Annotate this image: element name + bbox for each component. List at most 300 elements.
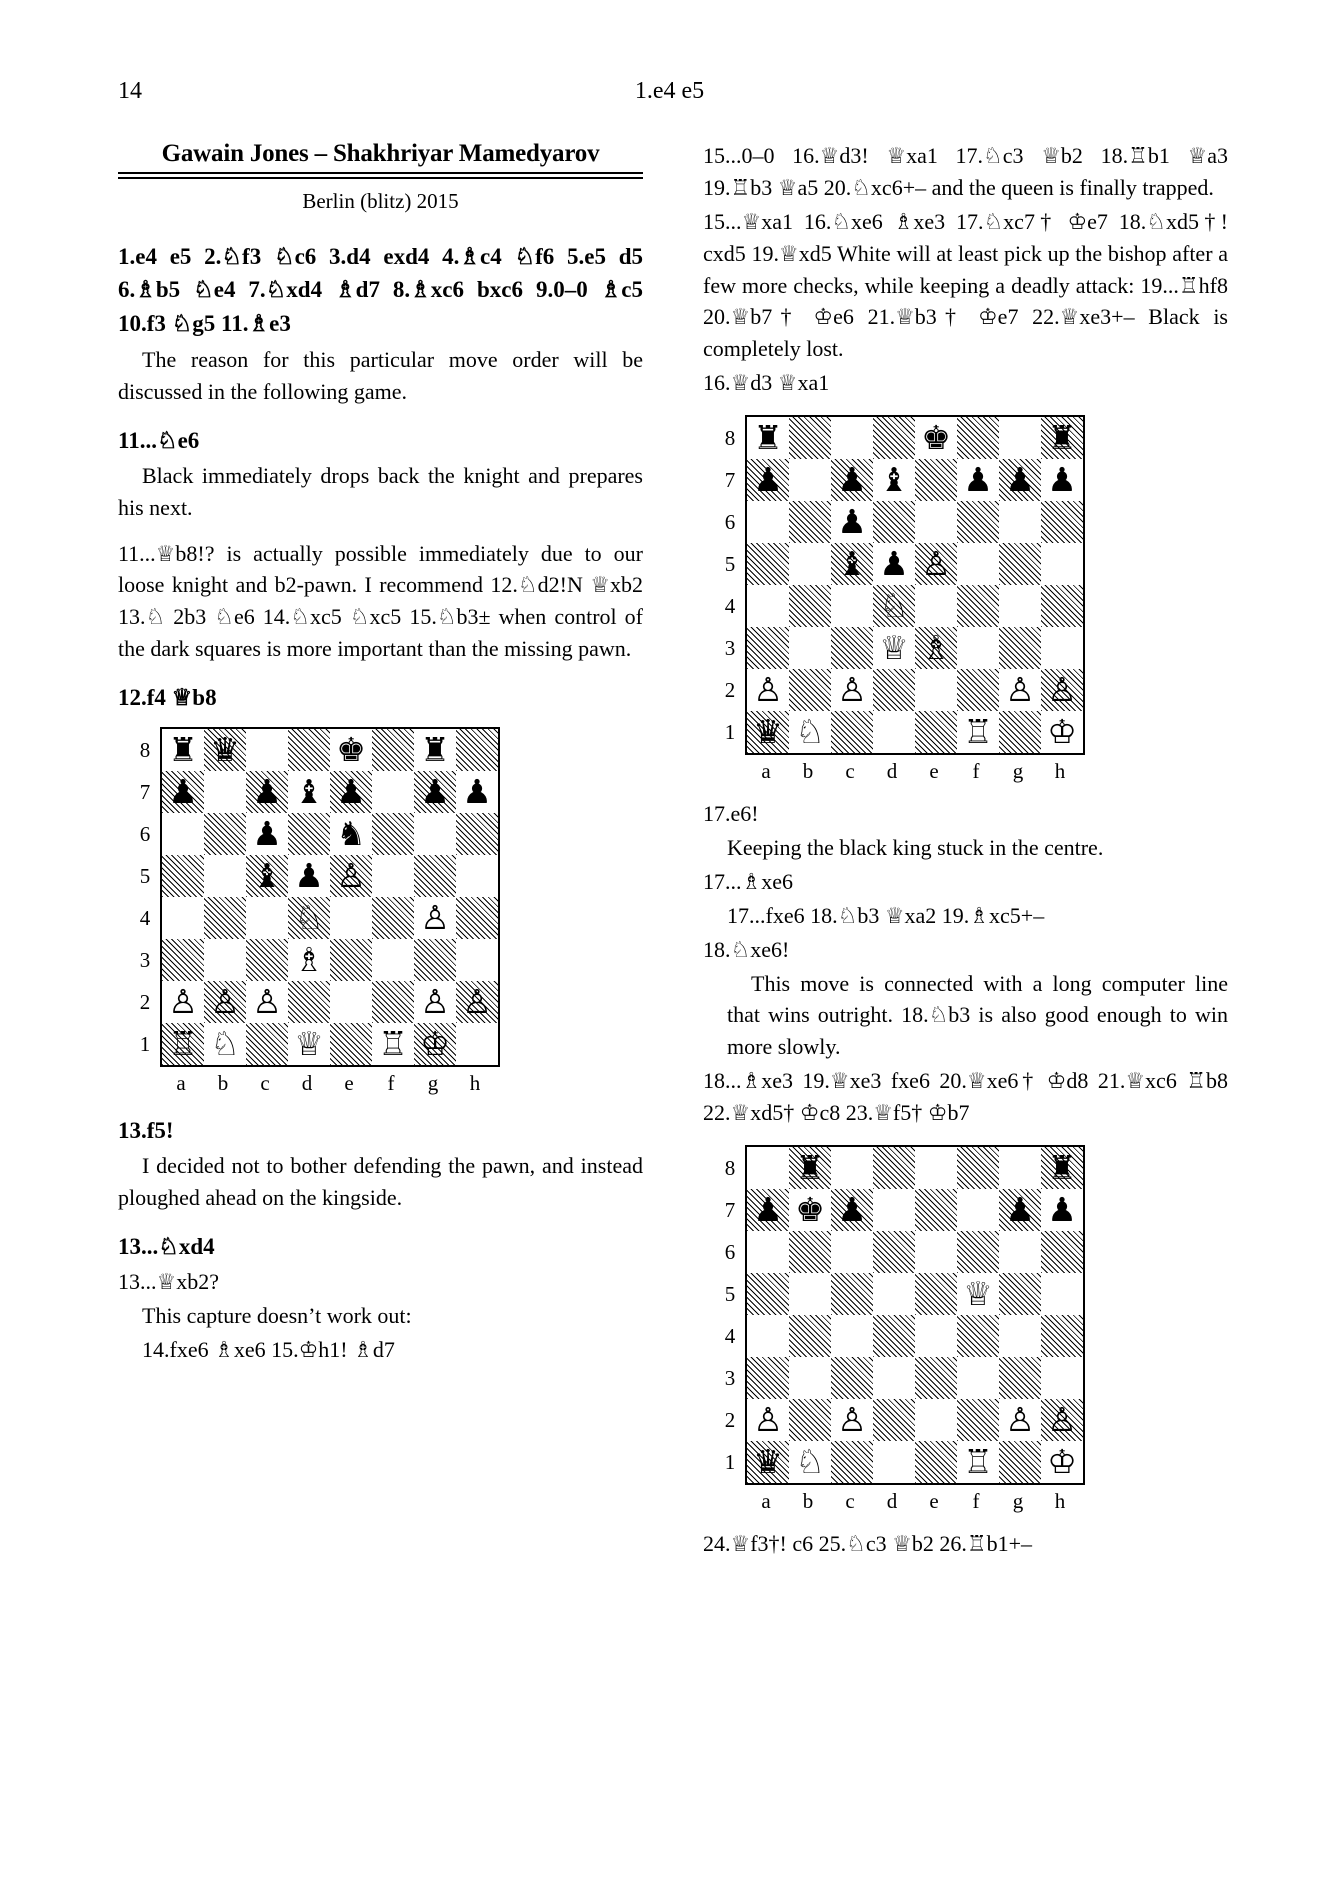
board-square [873, 1231, 915, 1273]
board-square [957, 1399, 999, 1441]
move-heading-11: 11...♘e6 [118, 427, 200, 453]
board-square [915, 1441, 957, 1484]
board-square: ♜ [168, 730, 198, 770]
board-square: ♟ [252, 814, 282, 854]
board-square [831, 627, 873, 669]
board-square [957, 627, 999, 669]
board-square: ♟ [746, 459, 789, 501]
board-square [789, 1399, 831, 1441]
board-square: ♗ [294, 940, 324, 980]
file-label: a [176, 1071, 186, 1096]
board-rank-row [746, 1146, 1084, 1189]
file-label: e [929, 759, 939, 784]
board-square [789, 1231, 831, 1273]
board-square [789, 543, 831, 585]
board-rank-row [746, 459, 1084, 501]
board-square [372, 855, 414, 897]
paragraph-variation-11b8: 11...♕b8!? is actually possible immediately due to our loose knight and b2-pawn. I recommend 12.♘d2!N ♕xb2 13.♘ 2b3 ♘e6 14.♘xc5 ♘xc5 15.♘b3± when control of the dark squares is more important than the missing pawn. [118, 540, 643, 662]
rank-label: 6 [139, 822, 151, 847]
board-square: ♝ [246, 855, 288, 897]
chess-diagram-1 [136, 727, 643, 1096]
rank-label: 6 [724, 1240, 736, 1265]
file-label: c [845, 759, 855, 784]
board-square: ♟ [963, 460, 993, 500]
variation-15-qxa1: 15...♕xa1 16.♘xe6 ♗xe3 17.♘xc7† ♔e7 18.♘xd5†! cxd5 19.♕xd5 White will at least pick up the bishop after a few more checks, while keeping a deadly attack: 19...♖hf8 20.♕b7† ♔e6 21.♕b3† ♔e7 22.♕xe3+– Black is completely lost. [703, 208, 1228, 362]
file-label: h [1054, 759, 1066, 784]
board-square [1041, 627, 1084, 669]
rank-label: 4 [724, 1324, 736, 1349]
board-square [746, 1273, 789, 1315]
board-square [915, 711, 957, 754]
board-square [1041, 501, 1084, 543]
board-square [746, 501, 789, 543]
board-square: ♙ [915, 543, 957, 585]
board-square: ♘ [288, 897, 330, 939]
file-labels-1 [160, 1071, 500, 1096]
board-square: ♙ [420, 982, 450, 1022]
file-label: b [802, 1489, 814, 1514]
board-square: ♟ [462, 772, 492, 812]
board-square [999, 711, 1041, 754]
rank-label: 1 [724, 720, 736, 745]
board-square [831, 1146, 873, 1189]
board-rank-row [161, 728, 499, 771]
file-label: e [344, 1071, 354, 1096]
board-square [873, 1399, 915, 1441]
board-square [204, 897, 246, 939]
board-square [746, 1231, 789, 1273]
board-square: ♖ [378, 1024, 408, 1064]
board-rank-row [746, 1357, 1084, 1399]
rank-label: 8 [139, 738, 151, 763]
board-square [789, 585, 831, 627]
board-square [372, 939, 414, 981]
left-column [118, 140, 643, 1562]
board-square [414, 939, 456, 981]
board-square [915, 501, 957, 543]
move-line-17b: 17...♗xe6 [703, 868, 793, 894]
board-square: ♗ [915, 627, 957, 669]
board-rank-row [161, 939, 499, 981]
rank-label: 3 [724, 636, 736, 661]
board-square: ♛ [746, 1441, 789, 1484]
board-square: ♙ [456, 981, 499, 1023]
board-square [915, 585, 957, 627]
rank-label: 7 [724, 1198, 736, 1223]
board-square [873, 711, 915, 754]
rank-label: 8 [724, 426, 736, 451]
rank-label: 2 [139, 990, 151, 1015]
board-square [957, 416, 999, 459]
board-square [246, 897, 288, 939]
chessboard-3 [745, 1145, 1085, 1485]
move-line-18: 18.♘xe6! [703, 936, 790, 962]
file-label: g [427, 1071, 439, 1096]
board-square [957, 1231, 999, 1273]
board-rank-row [746, 627, 1084, 669]
board-square: ♙ [1005, 670, 1035, 710]
paragraph-move-order: The reason for this particular move order will be discussed in the following game. [118, 347, 643, 404]
board-square: ♟ [246, 771, 288, 813]
board-square [456, 1023, 499, 1066]
board-square [999, 416, 1041, 459]
board-square [746, 1315, 789, 1357]
file-label: b [217, 1071, 229, 1096]
file-label: c [845, 1489, 855, 1514]
board-square [999, 1441, 1041, 1484]
board-square [246, 728, 288, 771]
board-square [746, 585, 789, 627]
rank-label: 3 [139, 948, 151, 973]
board-rank-row [746, 416, 1084, 459]
rank-label: 1 [724, 1450, 736, 1475]
file-label: e [929, 1489, 939, 1514]
board-square: ♟ [1047, 460, 1077, 500]
board-square [831, 1441, 873, 1484]
file-label: d [886, 1489, 898, 1514]
board-square: ♛ [204, 728, 246, 771]
board-square [204, 855, 246, 897]
board-square: ♔ [1047, 1442, 1077, 1482]
file-label: b [802, 759, 814, 784]
board-square [873, 1315, 915, 1357]
board-square [414, 855, 456, 897]
board-square [789, 1273, 831, 1315]
board-square [831, 1315, 873, 1357]
variation-comment: This capture doesn’t work out: [142, 1302, 412, 1328]
rank-labels-1 [136, 727, 154, 1065]
board-square: ♟ [831, 1189, 873, 1231]
board-square: ♟ [831, 459, 873, 501]
board-square [873, 1357, 915, 1399]
board-rank-row [161, 771, 499, 813]
right-column [703, 140, 1228, 1562]
board-square [456, 897, 499, 939]
chess-diagram-2 [721, 415, 1228, 784]
board-square [1041, 1231, 1084, 1273]
board-square: ♚ [921, 418, 951, 458]
board-square [999, 501, 1041, 543]
board-square [999, 1231, 1041, 1273]
board-square [915, 1231, 957, 1273]
rank-label: 2 [724, 678, 736, 703]
board-square: ♙ [753, 1400, 783, 1440]
running-title: 1.e4 e5 [634, 78, 705, 104]
board-rank-row [746, 1189, 1084, 1231]
board-square [246, 939, 288, 981]
board-square [1041, 1273, 1084, 1315]
board-square: ♘ [210, 1024, 240, 1064]
file-label: h [469, 1071, 481, 1096]
rank-label: 4 [139, 906, 151, 931]
board-square: ♟ [1047, 1190, 1077, 1230]
board-square [831, 1357, 873, 1399]
board-rank-row [746, 669, 1084, 711]
board-rank-row [746, 543, 1084, 585]
board-square [330, 1023, 372, 1066]
board-square [873, 1189, 915, 1231]
board-square: ♛ [746, 711, 789, 754]
rank-label: 7 [724, 468, 736, 493]
paragraph-king-centre: Keeping the black king stuck in the centre. [727, 835, 1104, 861]
variation-17fxe6: 17...fxe6 18.♘b3 ♕xa2 19.♗xc5+– [727, 902, 1045, 928]
board-square [746, 543, 789, 585]
file-label: h [1054, 1489, 1066, 1514]
move-line-16: 16.♕d3 ♕xa1 [703, 370, 830, 396]
board-square: ♘ [795, 1442, 825, 1482]
rank-label: 4 [724, 594, 736, 619]
game-header-event: Berlin (blitz) 2015 [302, 189, 459, 213]
board-square [456, 939, 499, 981]
chessboard-2 [745, 415, 1085, 755]
board-square [789, 416, 831, 459]
file-label: a [761, 759, 771, 784]
board-square: ♙ [204, 981, 246, 1023]
board-square [456, 728, 499, 771]
page-number: 14 [118, 78, 142, 104]
board-square [831, 711, 873, 754]
board-square [957, 1189, 999, 1231]
file-label: c [260, 1071, 270, 1096]
board-square: ♕ [294, 1024, 324, 1064]
board-square [831, 585, 873, 627]
file-labels-3 [745, 1489, 1085, 1514]
paragraph-kingside: I decided not to bother defending the pawn, and instead ploughed ahead on the kingside. [118, 1153, 643, 1211]
board-square [330, 939, 372, 981]
board-square [873, 1146, 915, 1189]
board-square [746, 1146, 789, 1189]
rank-label: 1 [139, 1032, 151, 1057]
variation-15-castles: 15...0–0 16.♕d3! ♕xa1 17.♘c3 ♕b2 18.♖b1 ♕a3 19.♖b3 ♕a5 20.♘xc6+– and the queen is finally trapped. [703, 143, 1228, 200]
board-square [915, 1146, 957, 1189]
board-square: ♙ [420, 898, 450, 938]
board-square [456, 813, 499, 855]
board-rank-row [746, 1315, 1084, 1357]
board-rank-row [746, 1273, 1084, 1315]
board-square: ♖ [963, 712, 993, 752]
rank-label: 5 [724, 1282, 736, 1307]
board-square [414, 813, 456, 855]
board-square: ♟ [414, 771, 456, 813]
rank-label: 8 [724, 1156, 736, 1181]
board-square [789, 669, 831, 711]
board-square [1041, 543, 1084, 585]
board-square [831, 1231, 873, 1273]
board-square: ♙ [252, 982, 282, 1022]
board-rank-row [161, 813, 499, 855]
board-square [161, 897, 204, 939]
board-square [999, 627, 1041, 669]
board-square [789, 627, 831, 669]
file-label: f [972, 759, 980, 784]
board-square [831, 1273, 873, 1315]
move-line-17: 17.e6! [703, 801, 759, 827]
rank-label: 6 [724, 510, 736, 535]
board-rank-row [746, 1399, 1084, 1441]
board-square [330, 897, 372, 939]
file-label: d [886, 759, 898, 784]
board-square [288, 981, 330, 1023]
board-square: ♙ [1005, 1400, 1035, 1440]
board-square: ♘ [873, 585, 915, 627]
board-square: ♜ [753, 418, 783, 458]
board-square [873, 501, 915, 543]
rank-labels-3 [721, 1145, 739, 1483]
board-square [456, 855, 499, 897]
board-square [873, 416, 915, 459]
board-square [288, 813, 330, 855]
board-square [246, 1023, 288, 1066]
board-square [915, 1189, 957, 1231]
board-square: ♜ [1041, 1146, 1084, 1189]
board-square [999, 1357, 1041, 1399]
board-square [999, 1315, 1041, 1357]
file-label: f [387, 1071, 395, 1096]
board-square [873, 669, 915, 711]
board-square [915, 1273, 957, 1315]
board-square [999, 543, 1041, 585]
board-square: ♙ [753, 670, 783, 710]
board-square: ♚ [795, 1190, 825, 1230]
variation-13xb2: 13...♕xb2? [118, 1268, 219, 1294]
board-square [161, 813, 204, 855]
board-rank-row [746, 501, 1084, 543]
board-square [372, 771, 414, 813]
board-square: ♟ [999, 1189, 1041, 1231]
rank-label: 3 [724, 1366, 736, 1391]
board-square [330, 981, 372, 1023]
board-square [957, 501, 999, 543]
board-square [999, 1273, 1041, 1315]
board-square [372, 813, 414, 855]
board-square [746, 627, 789, 669]
board-square: ♟ [294, 856, 324, 896]
board-rank-row [161, 1023, 499, 1066]
board-square [831, 416, 873, 459]
board-square: ♜ [1041, 416, 1084, 459]
board-square [873, 1441, 915, 1484]
board-square [957, 1315, 999, 1357]
board-square [915, 1357, 957, 1399]
file-label: d [301, 1071, 313, 1096]
paragraph-knight-back: Black immediately drops back the knight and prepares his next. [118, 462, 643, 520]
board-square [957, 543, 999, 585]
chessboard-1 [160, 727, 500, 1067]
board-square: ♞ [336, 814, 366, 854]
board-square [1041, 1357, 1084, 1399]
board-square [957, 1146, 999, 1189]
board-square [915, 459, 957, 501]
board-square: ♜ [420, 730, 450, 770]
board-square: ♚ [336, 730, 366, 770]
board-square: ♔ [1047, 712, 1077, 752]
file-label: a [761, 1489, 771, 1514]
rank-label: 5 [139, 864, 151, 889]
board-rank-row [161, 981, 499, 1023]
board-square [372, 897, 414, 939]
board-square [999, 585, 1041, 627]
board-square: ♟ [746, 1189, 789, 1231]
board-square [789, 459, 831, 501]
board-square [161, 855, 204, 897]
board-square [915, 1315, 957, 1357]
board-square: ♖ [963, 1442, 993, 1482]
board-square [204, 771, 246, 813]
game-header-players: Gawain Jones – Shakhriyar Mamedyarov [161, 140, 600, 167]
move-line-18-sequence: 18...♗xe3 19.♕xe3 fxe6 20.♕xe6† ♔d8 21.♕xc6 ♖b8 22.♕xd5† ♔c8 23.♕f5† ♔b7 [703, 1068, 1228, 1126]
board-square [789, 1357, 831, 1399]
board-square: ♙ [168, 982, 198, 1022]
file-label: f [972, 1489, 980, 1514]
move-heading-12: 12.f4 ♕b8 [118, 685, 217, 711]
board-square: ♔ [414, 1023, 456, 1066]
move-line-24: 24.♕f3†! c6 25.♘c3 ♕b2 26.♖b1+– [703, 1531, 1032, 1557]
board-square: ♕ [879, 628, 909, 668]
opening-moves: 1.e4 e5 2.♘f3 ♘c6 3.d4 exd4 4.♗c4 ♘f6 5.e5 d5 6.♗b5 ♘e4 7.♘xd4 ♗d7 8.♗xc6 bxc6 9.0–0 ♗c5 10.f3 ♘g5 11.♗e3 [118, 244, 643, 336]
board-square [915, 669, 957, 711]
board-rank-row [746, 711, 1084, 754]
board-square [873, 1273, 915, 1315]
board-square: ♟ [330, 771, 372, 813]
board-rank-row [746, 585, 1084, 627]
board-square: ♝ [294, 772, 324, 812]
board-square [789, 1315, 831, 1357]
board-rank-row [161, 855, 499, 897]
board-rank-row [746, 1231, 1084, 1273]
board-square: ♘ [795, 712, 825, 752]
board-square [957, 669, 999, 711]
board-square [789, 501, 831, 543]
board-square [161, 939, 204, 981]
board-square [288, 728, 330, 771]
board-square [204, 813, 246, 855]
board-square: ♟ [879, 544, 909, 584]
rank-labels-2 [721, 415, 739, 753]
board-square [1041, 585, 1084, 627]
board-square: ♖ [161, 1023, 204, 1066]
board-square [1041, 1315, 1084, 1357]
file-label: g [1012, 1489, 1024, 1514]
board-square: ♙ [837, 670, 867, 710]
board-rank-row [746, 1441, 1084, 1484]
chess-diagram-3 [721, 1145, 1228, 1514]
board-square: ♙ [1041, 1399, 1084, 1441]
board-square [915, 1399, 957, 1441]
board-square: ♟ [837, 502, 867, 542]
board-square [372, 728, 414, 771]
board-square: ♟ [999, 459, 1041, 501]
board-square [957, 1357, 999, 1399]
board-rank-row [161, 897, 499, 939]
board-square: ♜ [789, 1146, 831, 1189]
board-square: ♝ [831, 543, 873, 585]
board-square [372, 981, 414, 1023]
board-square: ♙ [330, 855, 372, 897]
board-square: ♙ [837, 1400, 867, 1440]
file-label: g [1012, 759, 1024, 784]
file-labels-2 [745, 759, 1085, 784]
move-heading-13: 13.f5! [118, 1118, 174, 1144]
board-square: ♙ [1041, 669, 1084, 711]
board-square: ♝ [879, 460, 909, 500]
board-square [999, 1146, 1041, 1189]
header-rule [118, 172, 643, 179]
board-square [957, 585, 999, 627]
board-square: ♕ [963, 1274, 993, 1314]
move-heading-13b: 13...♘xd4 [118, 1233, 215, 1259]
rank-label: 2 [724, 1408, 736, 1433]
rank-label: 7 [139, 780, 151, 805]
